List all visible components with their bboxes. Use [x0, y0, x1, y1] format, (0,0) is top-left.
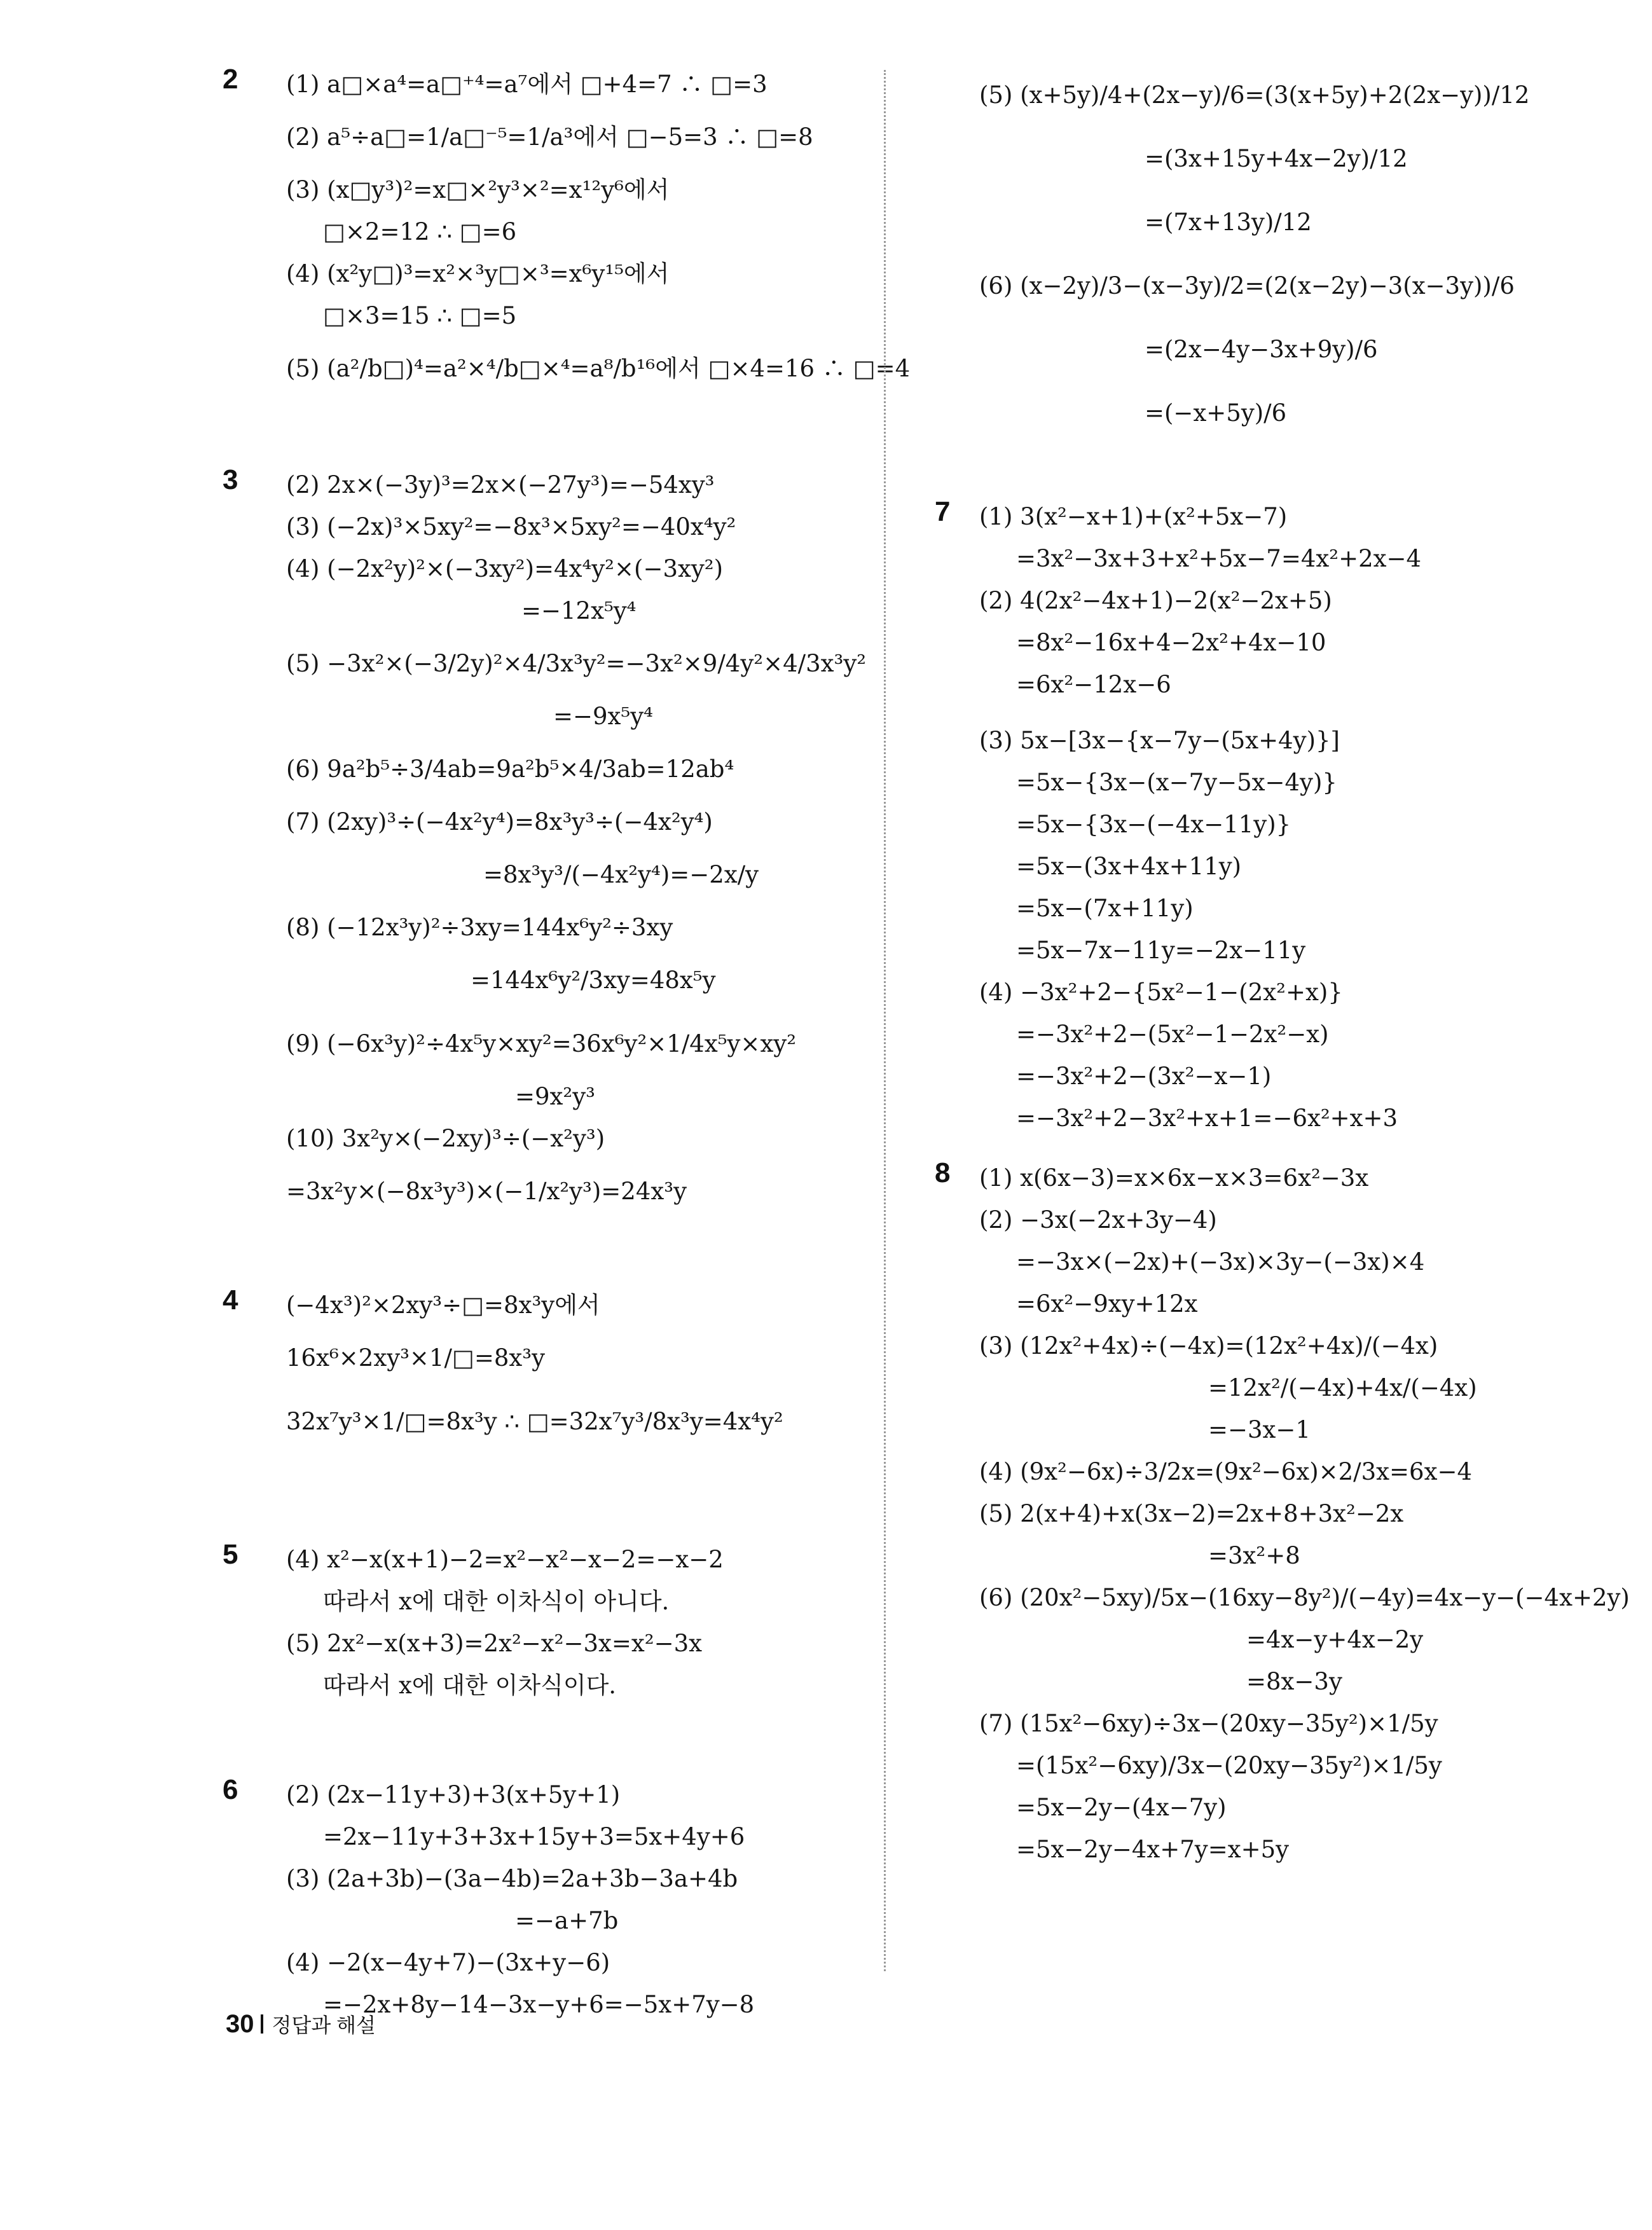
- solution-line: =5x−2y−(4x−7y): [1016, 1794, 1227, 1821]
- solution-line: =144x⁶y²/3xy=48x⁵y: [471, 967, 716, 994]
- solution-line: (3) (12x²+4x)÷(−4x)=(12x²+4x)/(−4x): [979, 1332, 1438, 1359]
- problem-number: 2: [223, 64, 238, 95]
- problem-number: 4: [223, 1284, 238, 1316]
- solution-line: =5x−(7x+11y): [1016, 895, 1194, 922]
- solution-line: =5x−{3x−(−4x−11y)}: [1016, 811, 1291, 838]
- solution-line: (5) (x+5y)/4+(2x−y)/6=(3(x+5y)+2(2x−y))/12: [979, 81, 1530, 109]
- solution-line: =8x²−16x+4−2x²+4x−10: [1016, 629, 1326, 656]
- column-divider: [884, 70, 886, 1971]
- solution-line: =8x−3y: [1246, 1668, 1342, 1695]
- solution-line: □×2=12 ∴ □=6: [323, 218, 517, 245]
- problem-number: 3: [223, 464, 238, 495]
- problem-number: 7: [935, 496, 951, 527]
- solution-line: =−9x⁵y⁴: [553, 703, 653, 730]
- solution-line: (6) (x−2y)/3−(x−3y)/2=(2(x−2y)−3(x−3y))/6: [979, 272, 1515, 299]
- page-footer: [226, 2009, 376, 2039]
- problem-number: 8: [935, 1157, 951, 1188]
- solution-line: =−3x²+2−3x²+x+1=−6x²+x+3: [1016, 1105, 1398, 1132]
- solution-line: (5) 2x²−x(x+3)=2x²−x²−3x=x²−3x: [286, 1630, 703, 1657]
- solution-line: =(2x−4y−3x+9y)/6: [1145, 336, 1378, 363]
- solution-line: (5) (a²/b□)⁴=a²×⁴/b□×⁴=a⁸/b¹⁶에서 □×4=16 ∴ □=4: [286, 355, 911, 382]
- solution-line: (4) −3x²+2−{5x²−1−(2x²+x)}: [979, 979, 1343, 1006]
- solution-line: =8x³y³/(−4x²y⁴)=−2x/y: [483, 861, 759, 888]
- section-title: 정답과 해설: [272, 2014, 376, 2037]
- solution-line: (5) −3x²×(−3/2y)²×4/3x³y²=−3x²×9/4y²×4/3x³y²: [286, 650, 867, 677]
- solution-line: 32x⁷y³×1/□=8x³y ∴ □=32x⁷y³/8x³y=4x⁴y²: [286, 1408, 783, 1435]
- solution-line: (4) x²−x(x+1)−2=x²−x²−x−2=−x−2: [286, 1546, 724, 1573]
- solution-line: 따라서 x에 대한 이차식이다.: [323, 1672, 617, 1699]
- footer-divider: [261, 2014, 263, 2034]
- solution-line: =−3x−1: [1208, 1416, 1311, 1443]
- solution-line: =(3x+15y+4x−2y)/12: [1145, 145, 1408, 172]
- solution-line: =5x−2y−4x+7y=x+5y: [1016, 1836, 1290, 1863]
- solution-line: =5x−7x−11y=−2x−11y: [1016, 937, 1306, 964]
- solution-line: (2) (2x−11y+3)+3(x+5y+1): [286, 1781, 621, 1808]
- solution-line: (4) (−2x²y)²×(−3xy²)=4x⁴y²×(−3xy²): [286, 555, 724, 582]
- page-number: 30: [226, 2010, 254, 2038]
- solution-line: =3x²+8: [1208, 1542, 1300, 1569]
- solution-line: =4x−y+4x−2y: [1246, 1626, 1424, 1653]
- solution-line: 16x⁶×2xy³×1/□=8x³y: [286, 1344, 546, 1372]
- solution-line: (6) (20x²−5xy)/5x−(16xy−8y²)/(−4y)=4x−y−(−4x+2y): [979, 1584, 1630, 1611]
- solution-line: =5x−{3x−(x−7y−5x−4y)}: [1016, 769, 1337, 796]
- solution-line: =6x²−9xy+12x: [1016, 1290, 1198, 1318]
- solution-line: (4) −2(x−4y+7)−(3x+y−6): [286, 1949, 610, 1976]
- solution-line: (1) 3(x²−x+1)+(x²+5x−7): [979, 503, 1288, 530]
- solution-line: (7) (2xy)³÷(−4x²y⁴)=8x³y³÷(−4x²y⁴): [286, 808, 713, 836]
- solution-line: (1) x(6x−3)=x×6x−x×3=6x²−3x: [979, 1164, 1369, 1192]
- solution-line: =9x²y³: [515, 1083, 595, 1110]
- problem-number: 5: [223, 1539, 238, 1570]
- solution-line: =12x²/(−4x)+4x/(−4x): [1208, 1374, 1477, 1401]
- solution-line: =5x−(3x+4x+11y): [1016, 853, 1242, 880]
- solution-line: =−2x+8y−14−3x−y+6=−5x+7y−8: [323, 1991, 755, 2018]
- solution-line: (−4x³)²×2xy³÷□=8x³y에서: [286, 1291, 600, 1319]
- solution-line: (6) 9a²b⁵÷3/4ab=9a²b⁵×4/3ab=12ab⁴: [286, 755, 734, 783]
- solution-line: =(−x+5y)/6: [1145, 399, 1287, 427]
- solution-line: =3x²−3x+3+x²+5x−7=4x²+2x−4: [1016, 545, 1422, 572]
- solution-line: (2) −3x(−2x+3y−4): [979, 1206, 1217, 1234]
- solution-line: =−a+7b: [515, 1907, 619, 1934]
- solution-line: =2x−11y+3+3x+15y+3=5x+4y+6: [323, 1823, 745, 1850]
- solution-line: =3x²y×(−8x³y³)×(−1/x²y³)=24x³y: [286, 1178, 687, 1205]
- solution-line: =−3x×(−2x)+(−3x)×3y−(−3x)×4: [1016, 1248, 1425, 1276]
- solution-line: (7) (15x²−6xy)÷3x−(20xy−35y²)×1/5y: [979, 1710, 1438, 1737]
- solution-line: (2) 2x×(−3y)³=2x×(−27y³)=−54xy³: [286, 471, 715, 499]
- solution-line: (10) 3x²y×(−2xy)³÷(−x²y³): [286, 1125, 605, 1152]
- solution-line: =(15x²−6xy)/3x−(20xy−35y²)×1/5y: [1016, 1752, 1442, 1779]
- solution-line: =(7x+13y)/12: [1145, 209, 1312, 236]
- solution-line: =−12x⁵y⁴: [521, 597, 637, 624]
- solution-line: =−3x²+2−(3x²−x−1): [1016, 1063, 1272, 1090]
- problem-number: 6: [223, 1774, 238, 1805]
- solution-line: =−3x²+2−(5x²−1−2x²−x): [1016, 1021, 1329, 1048]
- solution-line: 따라서 x에 대한 이차식이 아니다.: [323, 1588, 670, 1615]
- solution-line: (2) a⁵÷a□=1/a□⁻⁵=1/a³에서 □−5=3 ∴ □=8: [286, 123, 813, 151]
- solution-line: (3) (x□y³)²=x□×²y³×²=x¹²y⁶에서: [286, 176, 670, 203]
- solution-line: (3) (−2x)³×5xy²=−8x³×5xy²=−40x⁴y²: [286, 513, 736, 540]
- solution-line: (5) 2(x+4)+x(3x−2)=2x+8+3x²−2x: [979, 1500, 1404, 1527]
- solution-line: □×3=15 ∴ □=5: [323, 302, 517, 329]
- solution-line: =6x²−12x−6: [1016, 671, 1171, 698]
- solution-line: (1) a□×a⁴=a□⁺⁴=a⁷에서 □+4=7 ∴ □=3: [286, 71, 767, 98]
- solution-line: (4) (x²y□)³=x²×³y□×³=x⁶y¹⁵에서: [286, 260, 670, 287]
- solution-line: (3) 5x−[3x−{x−7y−(5x+4y)}]: [979, 727, 1340, 754]
- solution-line: (9) (−6x³y)²÷4x⁵y×xy²=36x⁶y²×1/4x⁵y×xy²: [286, 1030, 797, 1057]
- solution-line: (4) (9x²−6x)÷3/2x=(9x²−6x)×2/3x=6x−4: [979, 1458, 1472, 1485]
- solution-line: (2) 4(2x²−4x+1)−2(x²−2x+5): [979, 587, 1332, 614]
- solution-line: (8) (−12x³y)²÷3xy=144x⁶y²÷3xy: [286, 914, 673, 941]
- solution-line: (3) (2a+3b)−(3a−4b)=2a+3b−3a+4b: [286, 1865, 738, 1892]
